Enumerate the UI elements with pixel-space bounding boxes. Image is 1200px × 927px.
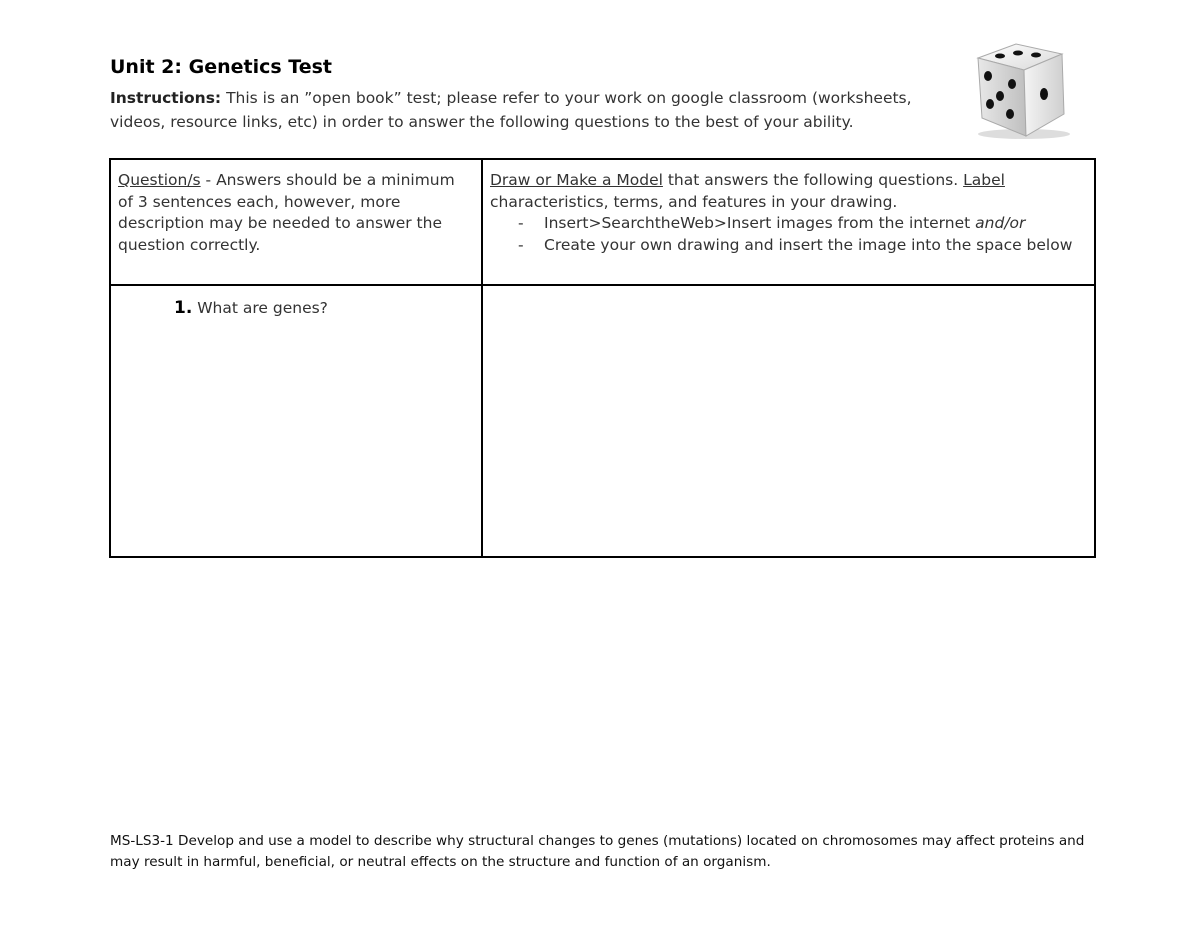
questions-header-text: - Answers should be a minimum of 3 sentences each, however, more description may be needed to answer the question correctly. — [118, 171, 455, 254]
list-item — [518, 213, 1087, 235]
list-item-italic: and/or — [975, 214, 1026, 232]
instructions-text: This is an ”open book” test; please refer to your work on google classroom (worksheets, videos, resource links, etc) in order to answer the following questions to the best of your ability. — [110, 89, 912, 131]
answer-1-model-cell[interactable] — [482, 285, 1095, 557]
model-header-mid: that answers the following questions. — [662, 171, 964, 189]
question-1 — [118, 296, 328, 320]
list-item-text: Insert>SearchtheWeb>Insert images from the internet — [544, 214, 976, 232]
questions-header-cell — [110, 159, 482, 285]
question-1-number: 1. — [174, 298, 193, 318]
model-header-underlined: Draw or Make a Model — [490, 171, 663, 189]
table-header-row — [110, 159, 1095, 285]
model-header-rest: characteristics, terms, and features in your drawing. — [490, 192, 898, 211]
dice-image — [966, 40, 1076, 140]
model-instructions-list — [490, 213, 1087, 256]
question-table — [109, 158, 1096, 558]
model-header-cell — [482, 159, 1095, 285]
list-item — [518, 235, 1087, 257]
model-header-label: Label — [963, 171, 1005, 189]
instructions-label: Instructions: — [110, 89, 222, 107]
page-title: Unit 2: Genetics Test — [110, 56, 332, 78]
question-row — [110, 285, 1095, 557]
list-item-text: Create your own drawing and insert the image into the space below — [544, 235, 1073, 254]
question-1-cell[interactable] — [110, 285, 482, 557]
standard-footer: MS-LS3-1 Develop and use a model to describe why structural changes to genes (mutations) located on chromosomes may affect proteins and may result in harmful, beneficial, or neutral effects on the structure and function of an organism. — [110, 833, 1085, 870]
instructions — [110, 86, 970, 134]
questions-header-underlined: Question/s — [118, 171, 201, 189]
question-1-text: What are genes? — [192, 299, 328, 317]
